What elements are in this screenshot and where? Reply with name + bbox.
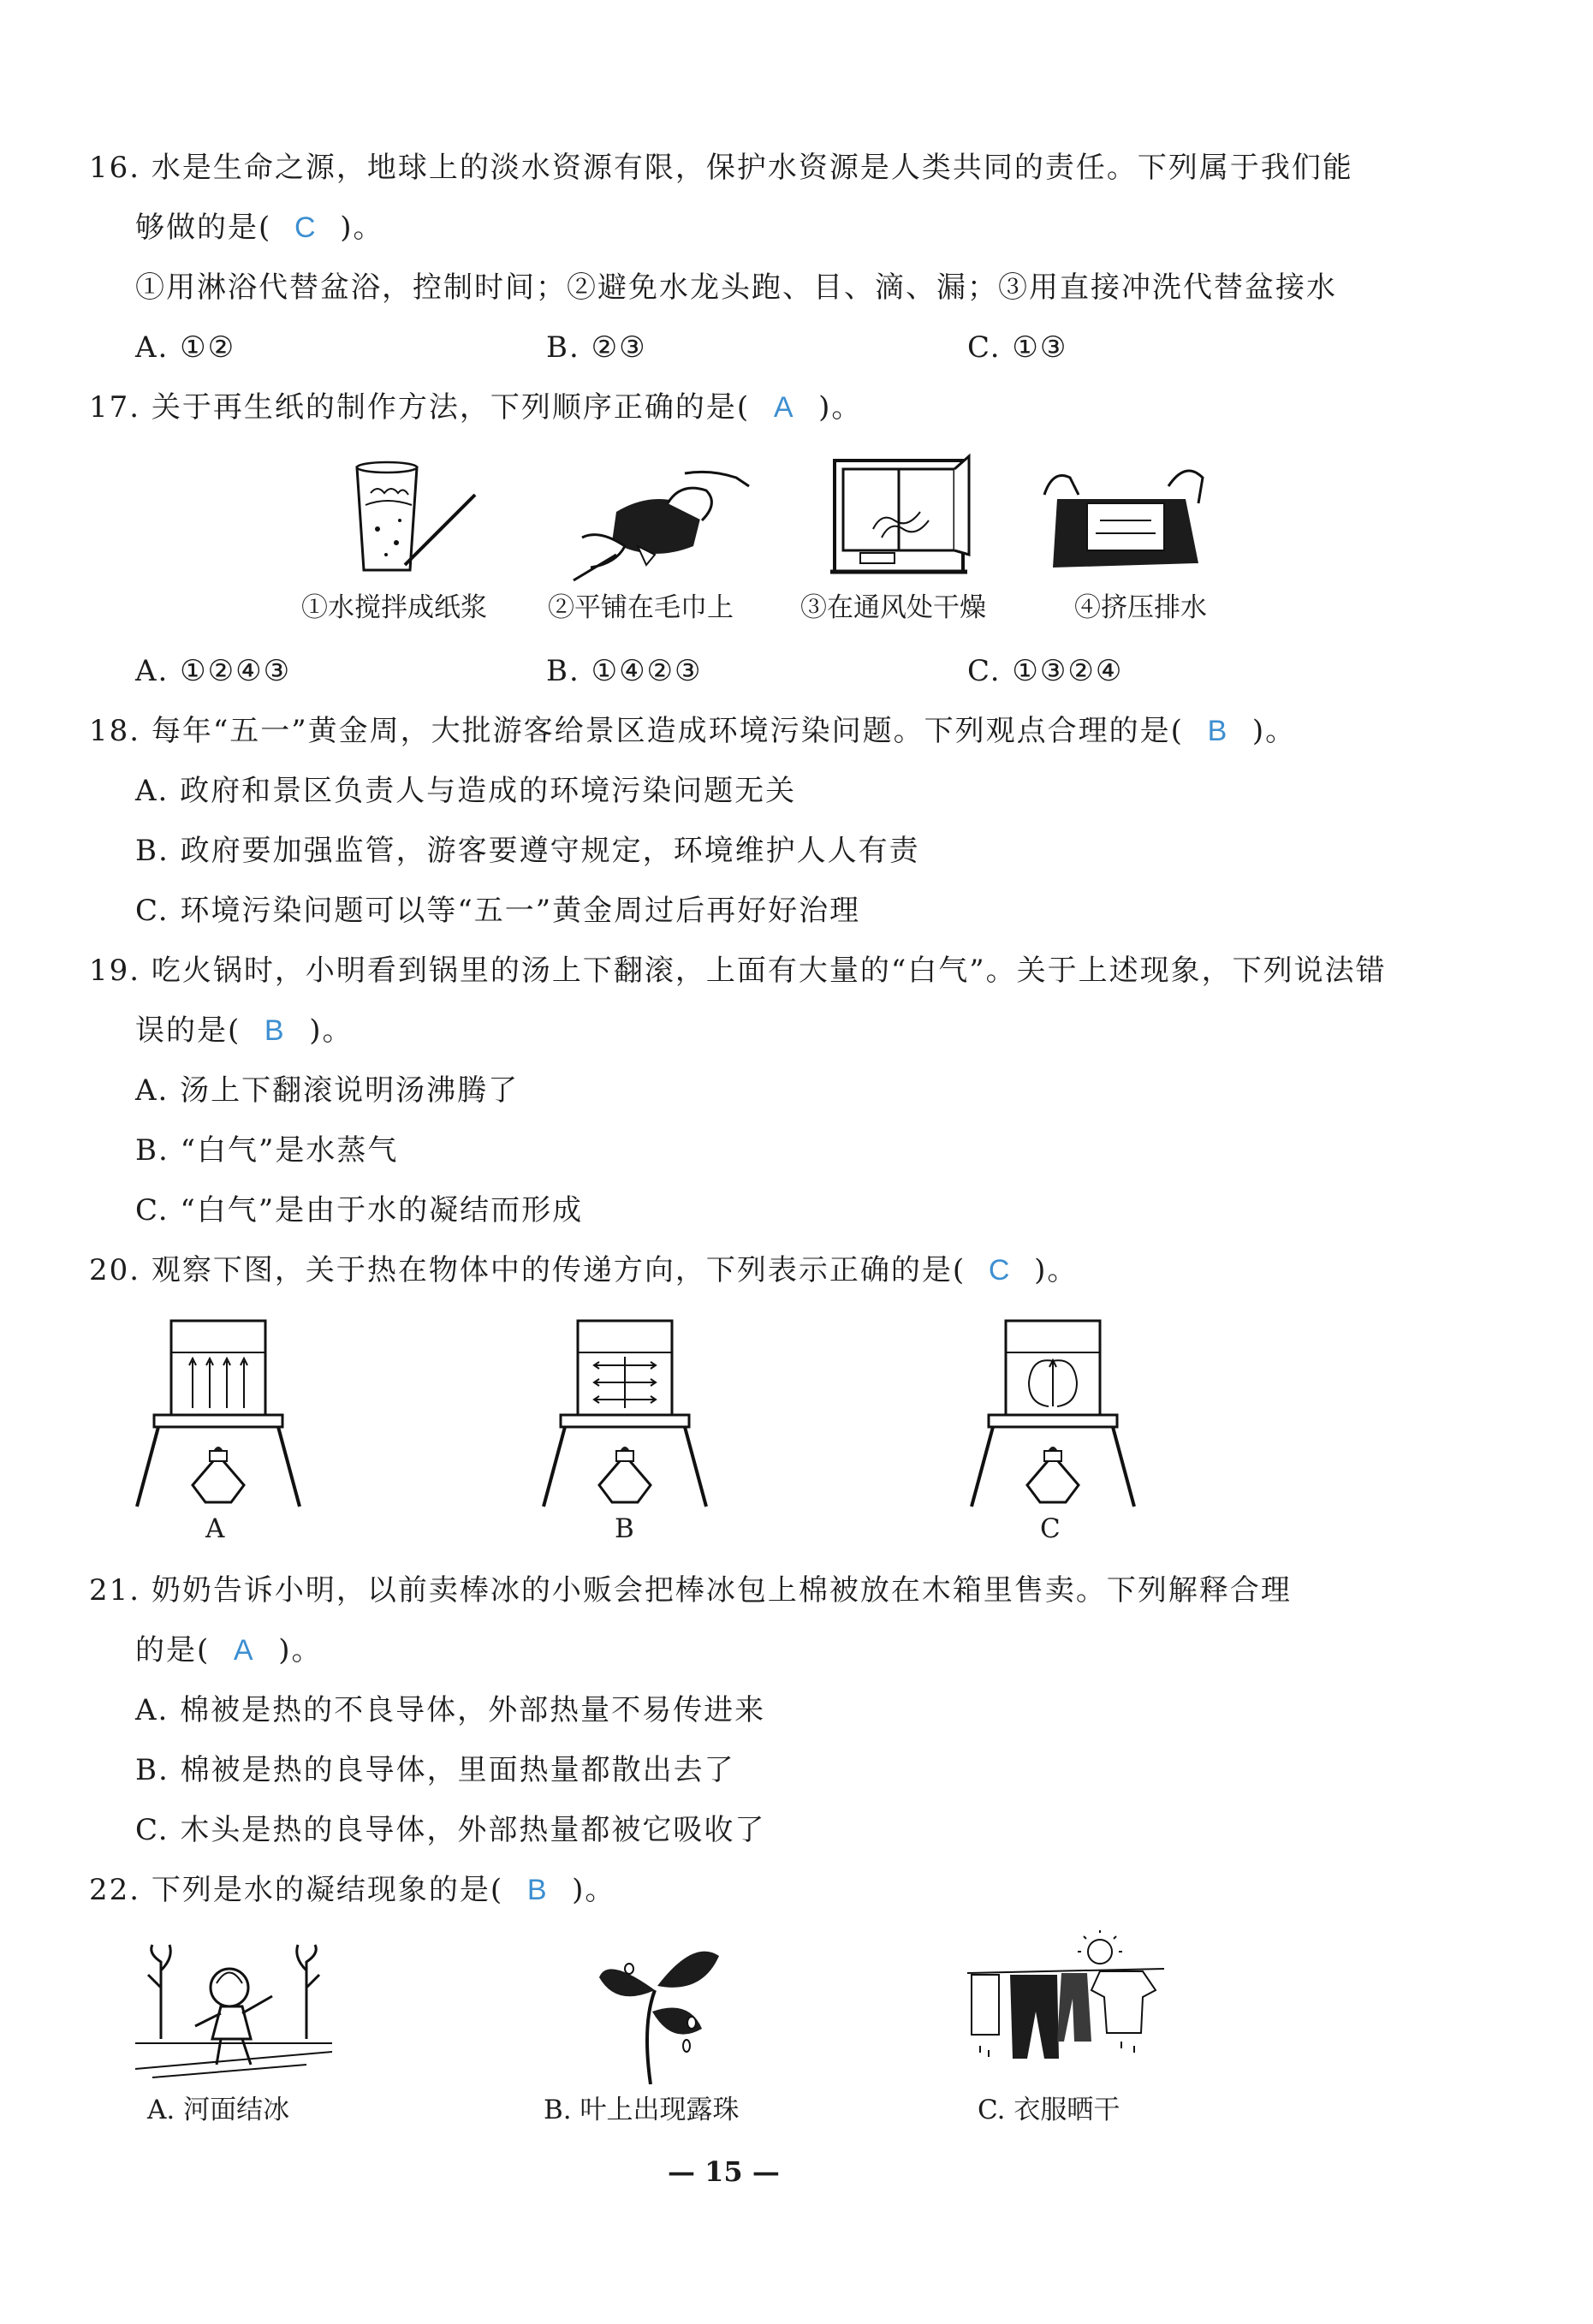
clothes-drying-figure [963, 1930, 1168, 2084]
q22-caption-c: C. 衣服晒干 [978, 2095, 1120, 2125]
q17-option-c: C. ①③②④ [967, 654, 1124, 688]
q22-stem [89, 1873, 615, 1907]
q21-option-b: B. 棉被是热的良导体，里面热量都散出去了 [135, 1753, 735, 1787]
q17-stem-text: 17. 关于再生纸的制作方法，下列顺序正确的是( [89, 390, 751, 425]
q16-option-c: C. ①③ [967, 330, 1068, 365]
q18-answer: B [1207, 715, 1229, 747]
q19-stem-end: )。 [309, 1013, 354, 1048]
q22-caption-a: A. 河面结冰 [147, 2095, 290, 2125]
heat-transfer-figure-a [133, 1314, 304, 1511]
q16-stem-line2 [135, 211, 384, 245]
q21-answer: A [233, 1634, 255, 1667]
q18-stem-text: 18. 每年“五一”黄金周，大批游客给景区造成环境污染问题。下列观点合理的是( [89, 714, 1184, 748]
q19-option-b: B. “白气”是水蒸气 [135, 1133, 399, 1168]
q20-stem [89, 1253, 1078, 1287]
q17-caption-4: ④挤压排水 [1074, 592, 1207, 623]
q19-option-c: C. “白气”是由于水的凝结而形成 [135, 1193, 584, 1227]
q19-stem-line1: 19. 吃火锅时，小明看到锅里的汤上下翻滚，上面有大量的“白气”。关于上述现象，下列说法错 [89, 954, 1387, 988]
heat-transfer-figure-b [539, 1314, 710, 1511]
q22-stem-text: 22. 下列是水的凝结现象的是( [89, 1873, 504, 1907]
q21-option-c: C. 木头是热的良导体，外部热量都被它吸收了 [135, 1813, 766, 1847]
q16-option-a: A. ①② [135, 330, 236, 365]
paper-step3-figure [822, 452, 976, 580]
page-number [668, 2155, 780, 2188]
q16-stem-text: 够做的是( [135, 211, 272, 245]
q18-stem-end: )。 [1251, 714, 1297, 748]
q17-option-a: A. ①②④③ [135, 654, 292, 688]
q19-stem-line2 [135, 1013, 354, 1048]
q17-caption-3: ③在通风处干燥 [800, 592, 986, 623]
q17-answer: A [773, 391, 795, 424]
q21-option-a: A. 棉被是热的不良导体，外部热量不易传进来 [135, 1693, 766, 1727]
q17-stem-end: )。 [818, 390, 863, 425]
q17-caption-1: ①水搅拌成纸浆 [301, 592, 487, 623]
page-number-value: 15 [704, 2155, 743, 2188]
paper-step4-figure [1040, 452, 1211, 580]
q20-label-a: A [205, 1513, 225, 1544]
heat-transfer-figure-c [967, 1314, 1138, 1511]
q19-option-a: A. 汤上下翻滚说明汤沸腾了 [135, 1073, 520, 1108]
page-number-dash-left: — [668, 2155, 705, 2188]
q16-stem-end: )。 [340, 211, 384, 245]
q20-label-c: C [1040, 1513, 1061, 1544]
river-ice-figure [135, 1936, 332, 2082]
q18-option-c: C. 环境污染问题可以等“五一”黄金周过后再好好治理 [135, 894, 861, 928]
q16-stem-line1: 16. 水是生命之源，地球上的淡水资源有限，保护水资源是人类共同的责任。下列属于我们能 [89, 151, 1353, 185]
q22-stem-end: )。 [572, 1873, 616, 1907]
page-number-dash-right: — [742, 2155, 780, 2188]
q16-conditions: ①用淋浴代替盆浴，控制时间；②避免水龙头跑、目、滴、漏；③用直接冲洗代替盆接水 [135, 270, 1337, 305]
q20-stem-end: )。 [1034, 1253, 1079, 1287]
q21-stem-line2 [135, 1633, 323, 1667]
q21-stem-end: )。 [278, 1633, 323, 1667]
q18-option-a: A. 政府和景区负责人与造成的环境污染问题无关 [135, 774, 797, 808]
leaf-dew-figure [591, 1930, 728, 2084]
q17-stem [89, 390, 862, 425]
paper-step1-figure [347, 452, 501, 580]
q20-label-b: B [615, 1513, 634, 1544]
q20-stem-text: 20. 观察下图，关于热在物体中的传递方向，下列表示正确的是( [89, 1253, 966, 1287]
q17-caption-2: ②平铺在毛巾上 [548, 592, 734, 623]
q21-stem-line1: 21. 奶奶告诉小明，以前卖棒冰的小贩会把棒冰包上棉被放在木箱里售卖。下列解释合理 [89, 1573, 1292, 1608]
q17-option-b: B. ①④②③ [546, 654, 703, 688]
q20-answer: C [988, 1254, 1012, 1287]
q19-stem-text: 误的是( [135, 1013, 241, 1048]
q16-option-b: B. ②③ [546, 330, 647, 365]
q16-answer: C [294, 211, 318, 244]
paper-step2-figure [565, 452, 762, 589]
q22-answer: B [526, 1874, 549, 1906]
q19-answer: B [264, 1014, 286, 1047]
q22-caption-b: B. 叶上出现露珠 [544, 2095, 740, 2125]
q21-stem-text: 的是( [135, 1633, 211, 1667]
q18-stem [89, 714, 1296, 748]
q18-option-b: B. 政府要加强监管，游客要遵守规定，环境维护人人有责 [135, 834, 920, 868]
